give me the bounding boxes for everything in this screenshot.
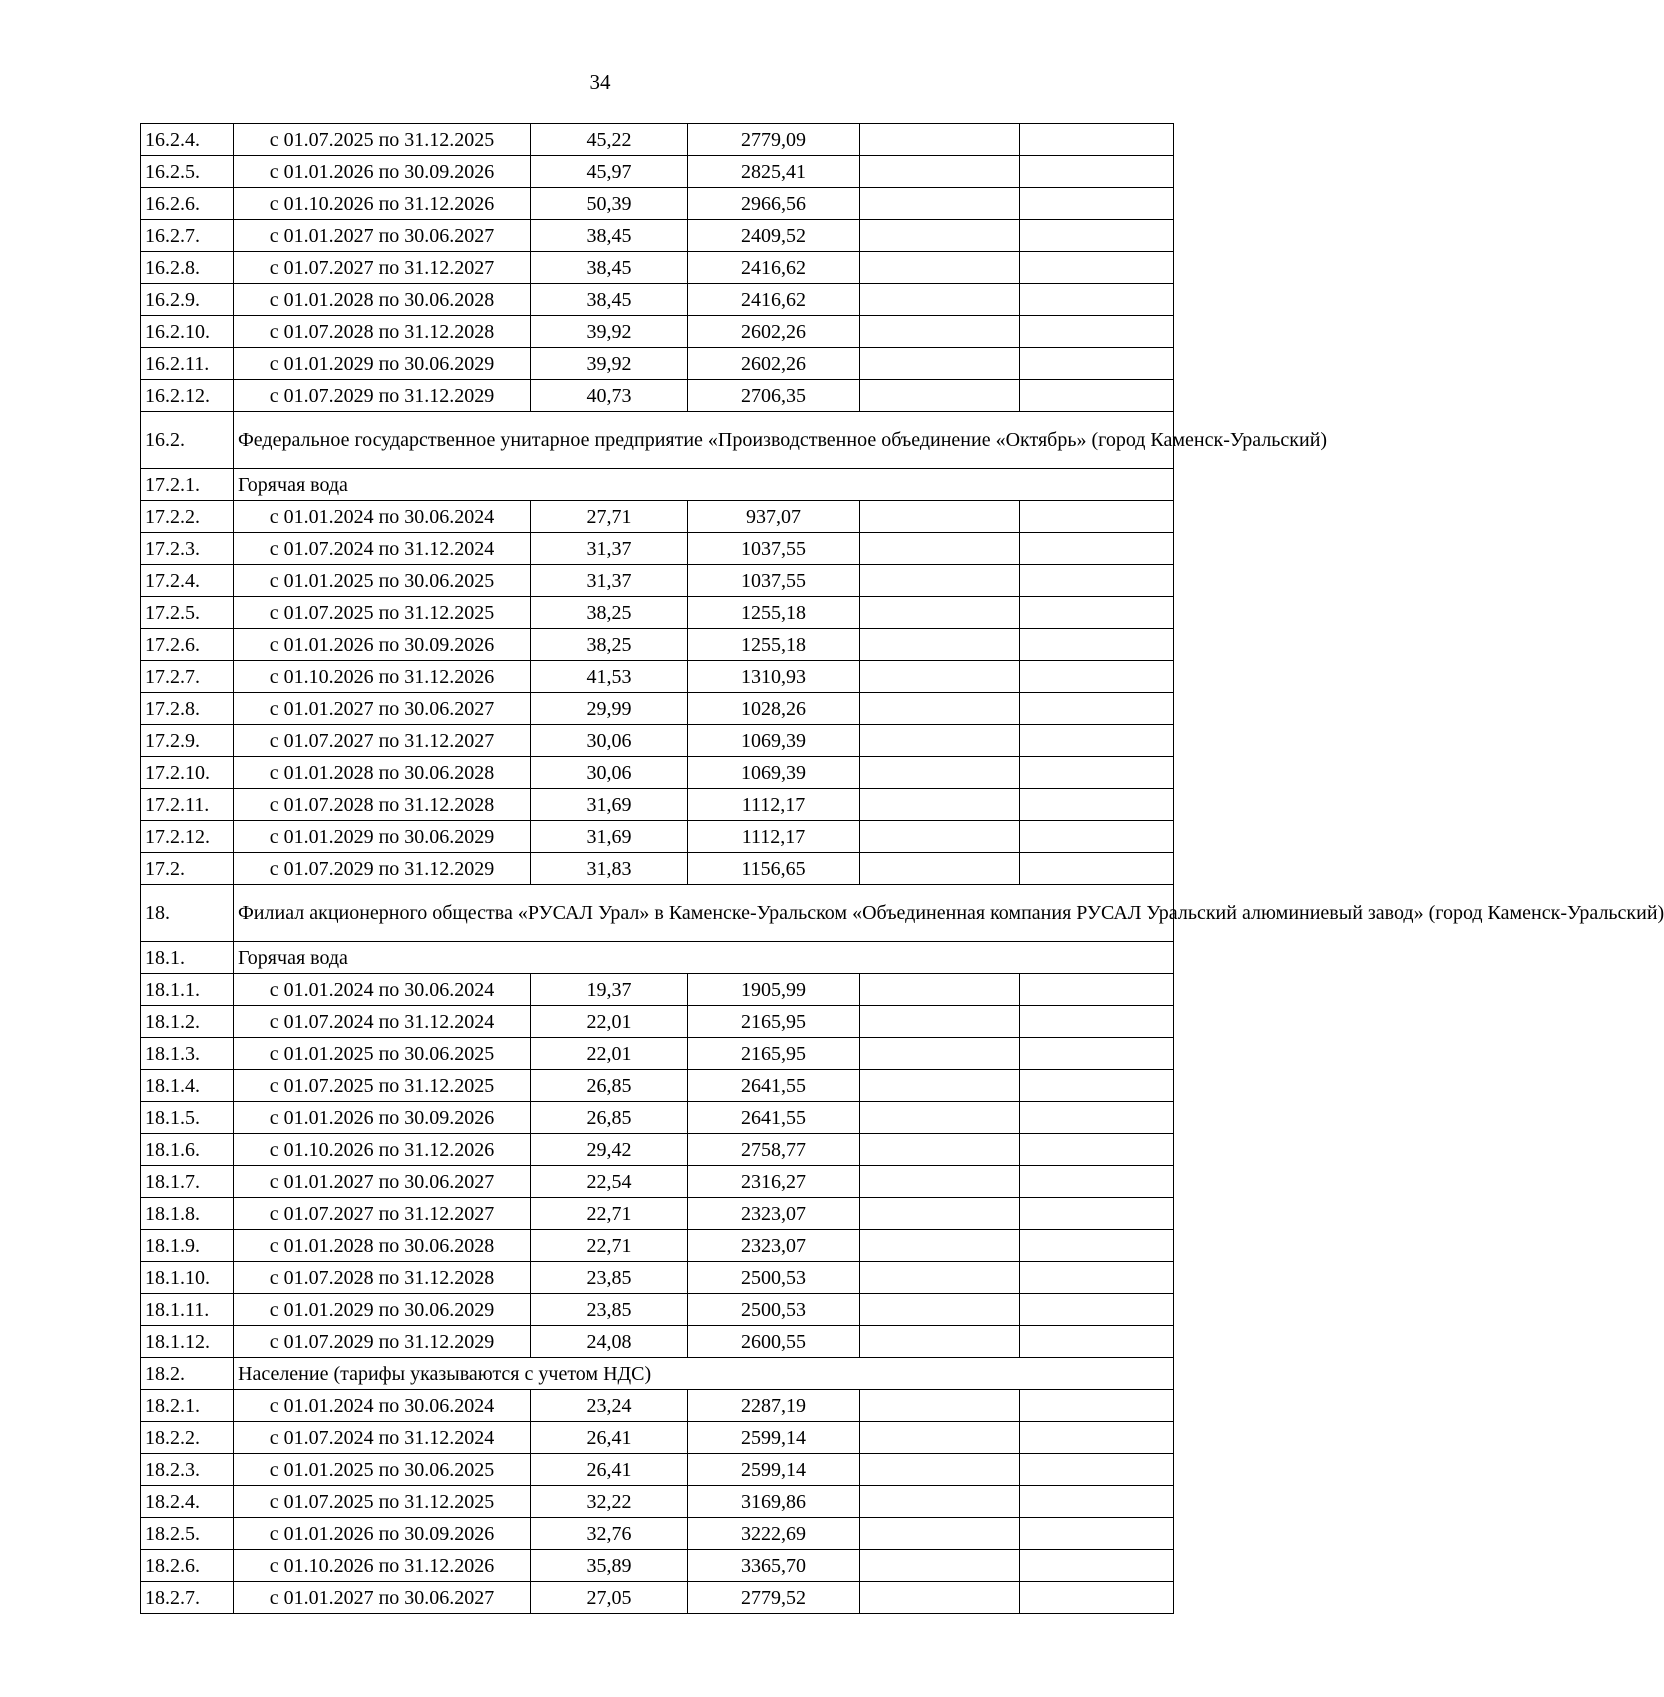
empty-cell (1020, 1230, 1174, 1262)
tariff-value-cell: 2409,52 (688, 220, 860, 252)
tariff-value-cell: 1905,99 (688, 974, 860, 1006)
tariff-value-cell: 22,71 (531, 1230, 688, 1262)
empty-cell (860, 1102, 1020, 1134)
tariff-value-cell: 23,85 (531, 1294, 688, 1326)
row-number: 18. (141, 885, 234, 942)
empty-cell (1020, 757, 1174, 789)
row-number: 18.1.7. (141, 1166, 234, 1198)
row-number: 17.2.12. (141, 821, 234, 853)
empty-cell (1020, 1550, 1174, 1582)
row-number: 18.2.4. (141, 1486, 234, 1518)
row-number: 16.2.12. (141, 380, 234, 412)
tariff-value-cell: 1112,17 (688, 821, 860, 853)
table-row (141, 821, 1174, 853)
period-cell: с 01.10.2026 по 31.12.2026 (234, 661, 531, 693)
empty-cell (1020, 1166, 1174, 1198)
table-row (141, 533, 1174, 565)
tariff-value-cell: 3365,70 (688, 1550, 860, 1582)
row-number: 18.2.6. (141, 1550, 234, 1582)
row-number: 16.2. (141, 412, 234, 469)
empty-cell (860, 1134, 1020, 1166)
table-row (141, 725, 1174, 757)
tariff-value-cell: 1037,55 (688, 533, 860, 565)
tariff-value-cell: 19,37 (531, 974, 688, 1006)
empty-cell (860, 316, 1020, 348)
tariff-value-cell: 26,41 (531, 1454, 688, 1486)
table-row (141, 1166, 1174, 1198)
empty-cell (1020, 725, 1174, 757)
empty-cell (860, 188, 1020, 220)
period-cell: с 01.01.2028 по 30.06.2028 (234, 757, 531, 789)
empty-cell (860, 1070, 1020, 1102)
empty-cell (1020, 1134, 1174, 1166)
row-number: 17.2.4. (141, 565, 234, 597)
empty-cell (860, 1262, 1020, 1294)
tariff-value-cell: 38,45 (531, 252, 688, 284)
table-row (141, 1102, 1174, 1134)
table-row (141, 629, 1174, 661)
tariff-value-cell: 50,39 (531, 188, 688, 220)
empty-cell (1020, 1070, 1174, 1102)
table-row (141, 124, 1174, 156)
table-row (141, 252, 1174, 284)
empty-cell (1020, 693, 1174, 725)
tariff-value-cell: 32,22 (531, 1486, 688, 1518)
tariff-value-cell: 2641,55 (688, 1102, 860, 1134)
empty-cell (860, 501, 1020, 533)
row-number: 18.1.2. (141, 1006, 234, 1038)
empty-cell (1020, 1102, 1174, 1134)
row-number: 16.2.5. (141, 156, 234, 188)
row-number: 16.2.8. (141, 252, 234, 284)
tariff-value-cell: 45,22 (531, 124, 688, 156)
empty-cell (860, 1166, 1020, 1198)
row-number: 18.2.2. (141, 1422, 234, 1454)
tariff-value-cell: 29,99 (531, 693, 688, 725)
tariff-value-cell: 23,24 (531, 1390, 688, 1422)
row-number: 17.2.11. (141, 789, 234, 821)
row-number: 17.2.6. (141, 629, 234, 661)
tariff-value-cell: 22,01 (531, 1006, 688, 1038)
table-row (141, 974, 1174, 1006)
empty-cell (860, 380, 1020, 412)
empty-cell (860, 1294, 1020, 1326)
period-cell: с 01.10.2026 по 31.12.2026 (234, 1550, 531, 1582)
tariff-value-cell: 35,89 (531, 1550, 688, 1582)
table-row (141, 1006, 1174, 1038)
row-number: 16.2.4. (141, 124, 234, 156)
tariff-value-cell: 32,76 (531, 1518, 688, 1550)
empty-cell (860, 124, 1020, 156)
empty-cell (860, 1038, 1020, 1070)
period-cell: с 01.10.2026 по 31.12.2026 (234, 188, 531, 220)
table-row (141, 1486, 1174, 1518)
period-cell: с 01.01.2026 по 30.09.2026 (234, 1102, 531, 1134)
section-heading: Население (тарифы указываются с учетом НДС) (234, 1358, 1174, 1390)
row-number: 17.2.7. (141, 661, 234, 693)
period-cell: с 01.07.2025 по 31.12.2025 (234, 597, 531, 629)
empty-cell (860, 284, 1020, 316)
tariff-value-cell: 2600,55 (688, 1326, 860, 1358)
tariff-value-cell: 27,05 (531, 1582, 688, 1614)
row-number: 18.1.12. (141, 1326, 234, 1358)
period-cell: с 01.10.2026 по 31.12.2026 (234, 1134, 531, 1166)
tariff-value-cell: 22,01 (531, 1038, 688, 1070)
empty-cell (1020, 1326, 1174, 1358)
row-number: 17.2.9. (141, 725, 234, 757)
period-cell: с 01.01.2024 по 30.06.2024 (234, 1390, 531, 1422)
tariff-value-cell: 2165,95 (688, 1038, 860, 1070)
empty-cell (860, 853, 1020, 885)
empty-cell (860, 974, 1020, 1006)
table-row (141, 284, 1174, 316)
section-heading-row (141, 885, 1174, 942)
table-row (141, 156, 1174, 188)
tariff-value-cell: 1037,55 (688, 565, 860, 597)
empty-cell (1020, 597, 1174, 629)
empty-cell (1020, 1006, 1174, 1038)
period-cell: с 01.01.2028 по 30.06.2028 (234, 1230, 531, 1262)
table-row (141, 1582, 1174, 1614)
section-heading-row (141, 469, 1174, 501)
tariff-value-cell: 2500,53 (688, 1294, 860, 1326)
row-number: 18.1.1. (141, 974, 234, 1006)
table-row (141, 853, 1174, 885)
tariff-value-cell: 2323,07 (688, 1230, 860, 1262)
table-row (141, 693, 1174, 725)
tariff-value-cell: 39,92 (531, 316, 688, 348)
tariff-value-cell: 2599,14 (688, 1454, 860, 1486)
period-cell: с 01.01.2025 по 30.06.2025 (234, 565, 531, 597)
table-row (141, 1134, 1174, 1166)
tariff-value-cell: 26,85 (531, 1102, 688, 1134)
tariff-value-cell: 31,37 (531, 565, 688, 597)
table-row (141, 597, 1174, 629)
period-cell: с 01.01.2027 по 30.06.2027 (234, 220, 531, 252)
table-row (141, 1518, 1174, 1550)
tariff-value-cell: 24,08 (531, 1326, 688, 1358)
tariff-value-cell: 29,42 (531, 1134, 688, 1166)
tariff-value-cell: 22,71 (531, 1198, 688, 1230)
empty-cell (860, 1198, 1020, 1230)
tariff-value-cell: 31,69 (531, 789, 688, 821)
table-row (141, 1230, 1174, 1262)
empty-cell (1020, 1454, 1174, 1486)
tariff-value-cell: 1112,17 (688, 789, 860, 821)
table-row (141, 220, 1174, 252)
tariff-value-cell: 30,06 (531, 757, 688, 789)
tariff-value-cell: 1028,26 (688, 693, 860, 725)
row-number: 17.2.3. (141, 533, 234, 565)
tariff-value-cell: 31,69 (531, 821, 688, 853)
tariff-value-cell: 2416,62 (688, 252, 860, 284)
tariff-value-cell: 2416,62 (688, 284, 860, 316)
section-heading: Горячая вода (234, 942, 1174, 974)
empty-cell (1020, 1422, 1174, 1454)
tariff-value-cell: 45,97 (531, 156, 688, 188)
row-number: 18.1.10. (141, 1262, 234, 1294)
empty-cell (1020, 316, 1174, 348)
tariff-value-cell: 2165,95 (688, 1006, 860, 1038)
table-row (141, 1262, 1174, 1294)
tariff-value-cell: 27,71 (531, 501, 688, 533)
tariff-table (140, 123, 1664, 1614)
row-number: 16.2.10. (141, 316, 234, 348)
section-heading: Филиал акционерного общества «РУСАЛ Урал» в Каменске-Уральском «Объединенная компания РУСАЛ Уральский алюминиевый завод» (город Каменск-Уральский) (234, 885, 1174, 942)
row-number: 18.1.6. (141, 1134, 234, 1166)
tariff-value-cell: 1069,39 (688, 725, 860, 757)
section-heading-row (141, 942, 1174, 974)
period-cell: с 01.07.2027 по 31.12.2027 (234, 725, 531, 757)
row-number: 16.2.6. (141, 188, 234, 220)
period-cell: с 01.07.2024 по 31.12.2024 (234, 533, 531, 565)
period-cell: с 01.07.2025 по 31.12.2025 (234, 124, 531, 156)
tariff-table-body (141, 124, 1664, 1614)
period-cell: с 01.07.2028 по 31.12.2028 (234, 316, 531, 348)
tariff-value-cell: 38,45 (531, 284, 688, 316)
table-row (141, 316, 1174, 348)
period-cell: с 01.07.2029 по 31.12.2029 (234, 380, 531, 412)
row-number: 17.2.1. (141, 469, 234, 501)
empty-cell (1020, 853, 1174, 885)
empty-cell (860, 1422, 1020, 1454)
empty-cell (860, 693, 1020, 725)
row-number: 18.1.5. (141, 1102, 234, 1134)
tariff-value-cell: 22,54 (531, 1166, 688, 1198)
empty-cell (1020, 661, 1174, 693)
table-row (141, 1390, 1174, 1422)
row-number: 17.2.2. (141, 501, 234, 533)
empty-cell (860, 1486, 1020, 1518)
row-number: 18.1.8. (141, 1198, 234, 1230)
table-row (141, 565, 1174, 597)
empty-cell (860, 789, 1020, 821)
empty-cell (860, 1454, 1020, 1486)
empty-cell (860, 629, 1020, 661)
empty-cell (860, 533, 1020, 565)
empty-cell (1020, 1198, 1174, 1230)
empty-cell (860, 348, 1020, 380)
table-row (141, 1550, 1174, 1582)
tariff-value-cell: 38,45 (531, 220, 688, 252)
table-row (141, 1422, 1174, 1454)
empty-cell (1020, 1486, 1174, 1518)
tariff-value-cell: 1069,39 (688, 757, 860, 789)
tariff-value-cell: 2641,55 (688, 1070, 860, 1102)
empty-cell (1020, 220, 1174, 252)
tariff-value-cell: 26,41 (531, 1422, 688, 1454)
empty-cell (860, 1326, 1020, 1358)
period-cell: с 01.07.2025 по 31.12.2025 (234, 1486, 531, 1518)
period-cell: с 01.01.2028 по 30.06.2028 (234, 284, 531, 316)
empty-cell (1020, 533, 1174, 565)
tariff-value-cell: 937,07 (688, 501, 860, 533)
empty-cell (1020, 1294, 1174, 1326)
empty-cell (1020, 629, 1174, 661)
tariff-value-cell: 3169,86 (688, 1486, 860, 1518)
period-cell: с 01.07.2028 по 31.12.2028 (234, 1262, 531, 1294)
table-row (141, 1326, 1174, 1358)
section-heading: Федеральное государственное унитарное предприятие «Производственное объединение «Октябрь» (город Каменск-Уральский) (234, 412, 1174, 469)
empty-cell (860, 725, 1020, 757)
table-row (141, 348, 1174, 380)
empty-cell (1020, 1518, 1174, 1550)
period-cell: с 01.01.2026 по 30.09.2026 (234, 1518, 531, 1550)
empty-cell (1020, 789, 1174, 821)
period-cell: с 01.01.2025 по 30.06.2025 (234, 1038, 531, 1070)
tariff-value-cell: 3222,69 (688, 1518, 860, 1550)
empty-cell (860, 220, 1020, 252)
row-number: 17.2.10. (141, 757, 234, 789)
tariff-value-cell: 1310,93 (688, 661, 860, 693)
row-number: 16.2.9. (141, 284, 234, 316)
tariff-value-cell: 39,92 (531, 348, 688, 380)
tariff-value-cell: 2779,09 (688, 124, 860, 156)
row-number: 17.2.5. (141, 597, 234, 629)
empty-cell (1020, 252, 1174, 284)
row-number: 18.2.1. (141, 1390, 234, 1422)
tariff-value-cell: 23,85 (531, 1262, 688, 1294)
table-row (141, 1038, 1174, 1070)
row-number: 18.2.5. (141, 1518, 234, 1550)
row-number: 18.1.3. (141, 1038, 234, 1070)
period-cell: с 01.01.2029 по 30.06.2029 (234, 348, 531, 380)
period-cell: с 01.07.2027 по 31.12.2027 (234, 252, 531, 284)
table-row (141, 380, 1174, 412)
period-cell: с 01.01.2027 по 30.06.2027 (234, 1166, 531, 1198)
empty-cell (860, 565, 1020, 597)
table-row (141, 1294, 1174, 1326)
empty-cell (1020, 974, 1174, 1006)
tariff-value-cell: 2287,19 (688, 1390, 860, 1422)
section-heading-row (141, 412, 1174, 469)
empty-cell (1020, 284, 1174, 316)
empty-cell (1020, 1582, 1174, 1614)
tariff-value-cell: 26,85 (531, 1070, 688, 1102)
section-heading-row (141, 1358, 1174, 1390)
tariff-value-cell: 1255,18 (688, 597, 860, 629)
tariff-value-cell: 1156,65 (688, 853, 860, 885)
empty-cell (860, 252, 1020, 284)
empty-cell (860, 156, 1020, 188)
empty-cell (1020, 380, 1174, 412)
empty-cell (1020, 348, 1174, 380)
empty-cell (860, 1230, 1020, 1262)
tariff-value-cell: 31,37 (531, 533, 688, 565)
empty-cell (1020, 1390, 1174, 1422)
tariff-value-cell: 2316,27 (688, 1166, 860, 1198)
period-cell: с 01.07.2024 по 31.12.2024 (234, 1422, 531, 1454)
empty-cell (860, 1518, 1020, 1550)
empty-cell (860, 661, 1020, 693)
period-cell: с 01.01.2024 по 30.06.2024 (234, 501, 531, 533)
period-cell: с 01.01.2027 по 30.06.2027 (234, 693, 531, 725)
tariff-value-cell: 2779,52 (688, 1582, 860, 1614)
page-number: 34 (589, 70, 611, 94)
row-number: 17.2. (141, 853, 234, 885)
tariff-value-cell: 41,53 (531, 661, 688, 693)
row-number: 16.2.7. (141, 220, 234, 252)
tariff-value-cell: 1255,18 (688, 629, 860, 661)
tariff-value-cell: 40,73 (531, 380, 688, 412)
row-number: 18.1.11. (141, 1294, 234, 1326)
row-number: 18.2.7. (141, 1582, 234, 1614)
tariff-value-cell: 2706,35 (688, 380, 860, 412)
period-cell: с 01.01.2025 по 30.06.2025 (234, 1454, 531, 1486)
row-number: 18.1.4. (141, 1070, 234, 1102)
tariff-value-cell: 2602,26 (688, 316, 860, 348)
tariff-value-cell: 30,06 (531, 725, 688, 757)
period-cell: с 01.07.2024 по 31.12.2024 (234, 1006, 531, 1038)
empty-cell (860, 1582, 1020, 1614)
empty-cell (860, 1390, 1020, 1422)
period-cell: с 01.01.2029 по 30.06.2029 (234, 1294, 531, 1326)
tariff-value-cell: 2966,56 (688, 188, 860, 220)
empty-cell (860, 597, 1020, 629)
empty-cell (1020, 501, 1174, 533)
empty-cell (1020, 188, 1174, 220)
empty-cell (1020, 124, 1174, 156)
empty-cell (1020, 1262, 1174, 1294)
table-row (141, 757, 1174, 789)
period-cell: с 01.01.2026 по 30.09.2026 (234, 156, 531, 188)
tariff-value-cell: 2758,77 (688, 1134, 860, 1166)
row-number: 17.2.8. (141, 693, 234, 725)
empty-cell (860, 757, 1020, 789)
row-number: 18.2. (141, 1358, 234, 1390)
tariff-value-cell: 38,25 (531, 629, 688, 661)
row-number: 16.2.11. (141, 348, 234, 380)
row-number: 18.1.9. (141, 1230, 234, 1262)
tariff-value-cell: 31,83 (531, 853, 688, 885)
row-number: 18.2.3. (141, 1454, 234, 1486)
period-cell: с 01.01.2029 по 30.06.2029 (234, 821, 531, 853)
table-row (141, 661, 1174, 693)
tariff-value-cell: 2500,53 (688, 1262, 860, 1294)
empty-cell (1020, 821, 1174, 853)
table-row (141, 501, 1174, 533)
period-cell: с 01.07.2025 по 31.12.2025 (234, 1070, 531, 1102)
empty-cell (860, 1006, 1020, 1038)
tariff-value-cell: 2323,07 (688, 1198, 860, 1230)
period-cell: с 01.07.2028 по 31.12.2028 (234, 789, 531, 821)
tariff-value-cell: 2599,14 (688, 1422, 860, 1454)
empty-cell (860, 1550, 1020, 1582)
empty-cell (1020, 156, 1174, 188)
table-row (141, 789, 1174, 821)
tariff-value-cell: 2602,26 (688, 348, 860, 380)
period-cell: с 01.01.2027 по 30.06.2027 (234, 1582, 531, 1614)
period-cell: с 01.01.2024 по 30.06.2024 (234, 974, 531, 1006)
empty-cell (1020, 565, 1174, 597)
table-row (141, 1198, 1174, 1230)
period-cell: с 01.01.2026 по 30.09.2026 (234, 629, 531, 661)
empty-cell (860, 821, 1020, 853)
table-row (141, 1070, 1174, 1102)
table-row (141, 188, 1174, 220)
table-row (141, 1454, 1174, 1486)
period-cell: с 01.07.2029 по 31.12.2029 (234, 1326, 531, 1358)
section-heading: Горячая вода (234, 469, 1174, 501)
tariff-value-cell: 2825,41 (688, 156, 860, 188)
empty-cell (1020, 1038, 1174, 1070)
row-number: 18.1. (141, 942, 234, 974)
period-cell: с 01.07.2027 по 31.12.2027 (234, 1198, 531, 1230)
tariff-value-cell: 38,25 (531, 597, 688, 629)
period-cell: с 01.07.2029 по 31.12.2029 (234, 853, 531, 885)
